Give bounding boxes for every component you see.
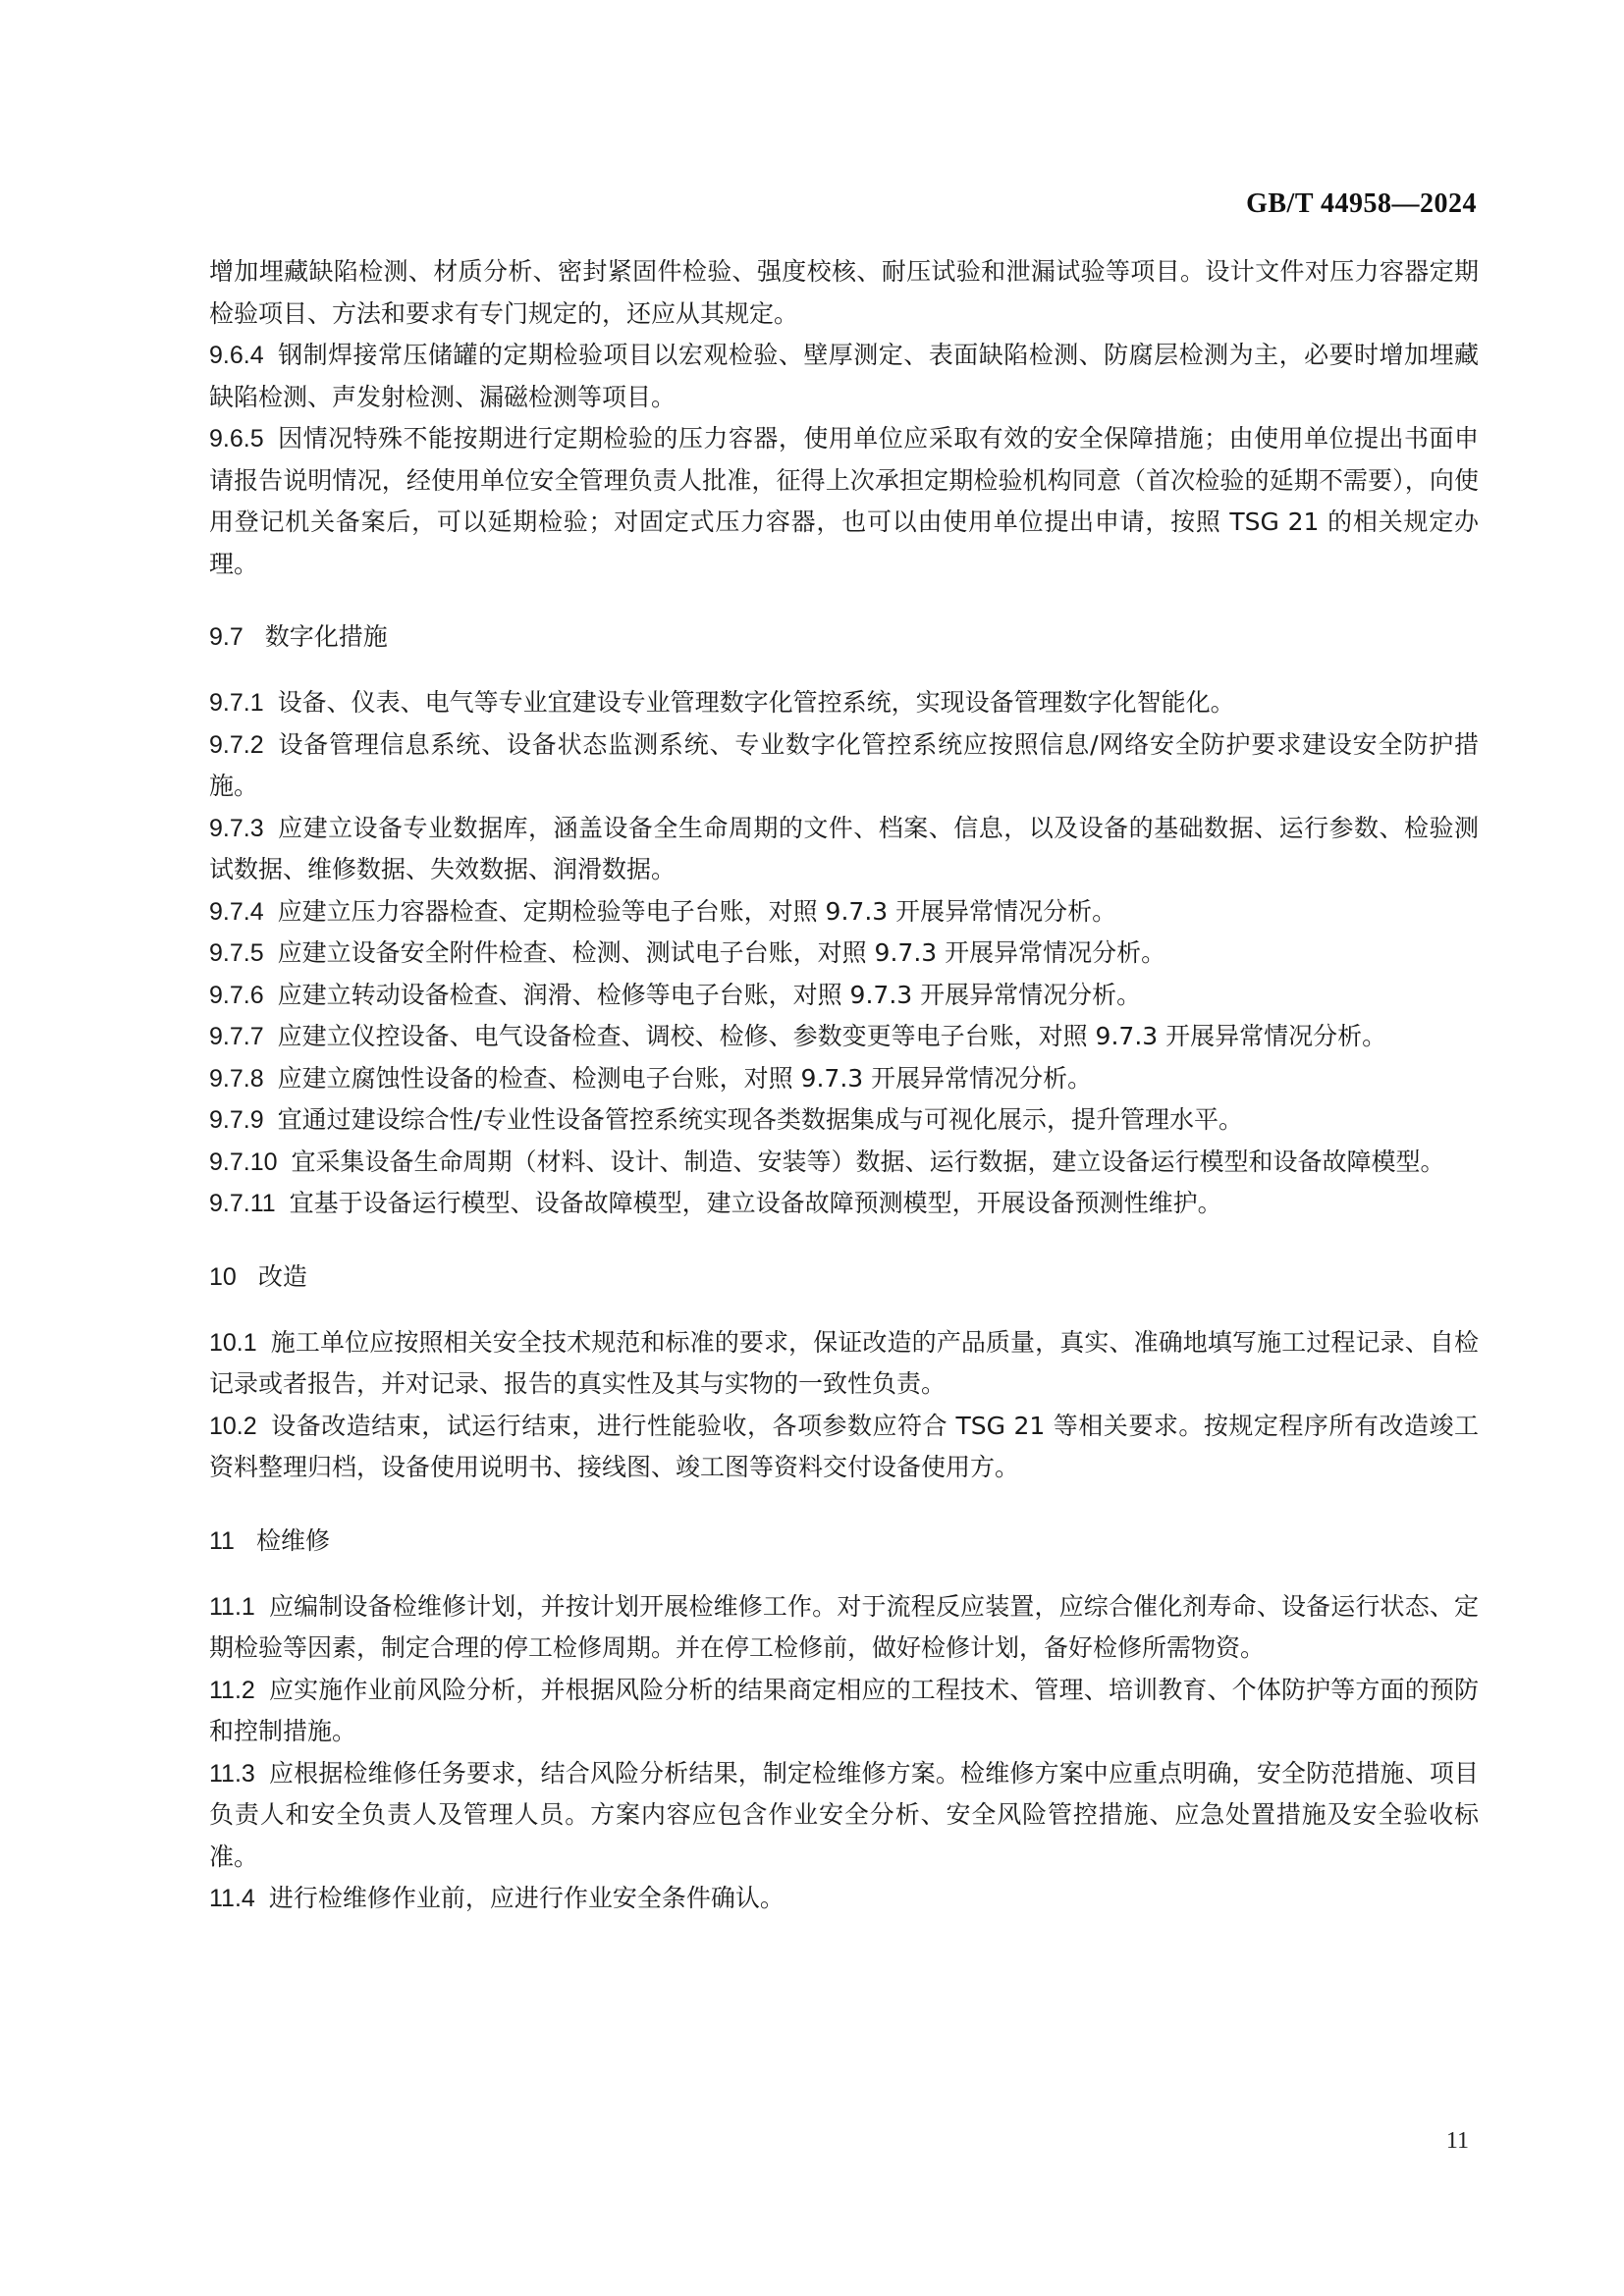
clause-text: 设备管理信息系统、设备状态监测系统、专业数字化管控系统应按照信息/网络安全防护要求建设安全防护措施。	[209, 729, 1479, 800]
clause-text: 宜基于设备运行模型、设备故障模型，建立设备故障预测模型，开展设备预测性维护。	[289, 1189, 1222, 1217]
clause-10-1	[209, 1322, 1479, 1406]
clause-11-4	[209, 1878, 1479, 1920]
clause-9-7-1	[209, 682, 1479, 724]
clause-9-7-10	[209, 1142, 1479, 1184]
clause-number: 10.1	[209, 1328, 257, 1357]
clause-11-2	[209, 1670, 1479, 1753]
clause-number: 11.3	[209, 1759, 255, 1788]
clause-text: 应建立设备专业数据库，涵盖设备全生命周期的文件、档案、信息，以及设备的基础数据、运行参数、检验测试数据、维修数据、失效数据、润滑数据。	[209, 813, 1479, 883]
section-title: 检维修	[255, 1525, 330, 1555]
clause-10-2	[209, 1406, 1479, 1489]
clause-11-3	[209, 1753, 1479, 1879]
section-number: 10	[209, 1262, 237, 1291]
clause-text: 应编制设备检维修计划，并按计划开展检维修工作。对于流程反应装置，应综合催化剂寿命、设备运行状态、定期检验等因素，制定合理的停工检修周期。并在停工检修前，做好检修计划，备好检修所需物资。	[209, 1591, 1479, 1662]
clause-number: 11.4	[209, 1885, 255, 1912]
document-body	[209, 251, 1479, 1920]
clause-text: 进行检维修作业前，应进行作业安全条件确认。	[268, 1884, 785, 1912]
clause-text: 应建立仪控设备、电气设备检查、调校、检修、参数变更等电子台账，对照 9.7.3 开展异常情况分析。	[277, 1022, 1387, 1050]
clause-text: 施工单位应按照相关安全技术规范和标准的要求，保证改造的产品质量，真实、准确地填写施工过程记录、自检记录或者报告，并对记录、报告的真实性及其与实物的一致性负责。	[209, 1327, 1479, 1398]
paragraph-intro	[209, 251, 1479, 335]
clause-text: 应建立压力容器检查、定期检验等电子台账，对照 9.7.3 开展异常情况分析。	[277, 896, 1117, 926]
section-title: 数字化措施	[264, 622, 388, 651]
standard-code: GB/T 44958—2024	[1246, 188, 1477, 219]
clause-text: 应实施作业前风险分析，并根据风险分析的结果商定相应的工程技术、管理、培训教育、个体防护等方面的预防和控制措施。	[209, 1675, 1479, 1745]
clause-9-7-11	[209, 1183, 1479, 1225]
clause-text: 宜采集设备生命周期（材料、设计、制造、安装等）数据、运行数据，建立设备运行模型和设备故障模型。	[291, 1147, 1445, 1176]
section-heading-9-7	[209, 616, 1479, 658]
clause-text: 钢制焊接常压储罐的定期检验项目以宏观检验、壁厚测定、表面缺陷检测、防腐层检测为主，必要时增加埋藏缺陷检测、声发射检测、漏磁检测等项目。	[209, 341, 1479, 411]
clause-number: 9.7.8	[209, 1064, 264, 1093]
clause-text: 宜通过建设综合性/专业性设备管控系统实现各类数据集成与可视化展示，提升管理水平。	[277, 1105, 1244, 1134]
clause-9-7-7	[209, 1016, 1479, 1058]
clause-number: 9.7.2	[209, 730, 264, 759]
clause-9-7-8	[209, 1058, 1479, 1100]
section-number: 9.7	[209, 623, 244, 651]
clause-number: 10.2	[209, 1412, 257, 1440]
clause-text: 设备、仪表、电气等专业宜建设专业管理数字化管控系统，实现设备管理数字化智能化。	[277, 688, 1235, 717]
clause-9-6-5	[209, 418, 1479, 585]
clause-11-1	[209, 1586, 1479, 1670]
clause-text: 因情况特殊不能按期进行定期检验的压力容器，使用单位应采取有效的安全保障措施；由使用单位提出书面申请报告说明情况，经使用单位安全管理负责人批准，征得上次承担定期检验机构同意（首次检验的延期不需要），向使用登记机关备案后，可以延期检验；对固定式压力容器，也可以由使用单位提出申请，按照 TSG 21 的相关规定办理。	[209, 424, 1479, 578]
section-heading-11	[209, 1521, 1479, 1562]
clause-number: 9.7.6	[209, 981, 264, 1009]
clause-text: 应根据检维修任务要求，结合风险分析结果，制定检维修方案。检维修方案中应重点明确，安全防范措施、项目负责人和安全负责人及管理人员。方案内容应包含作业安全分析、安全风险管控措施、应急处置措施及安全验收标准。	[209, 1758, 1479, 1871]
section-title: 改造	[257, 1261, 307, 1291]
clause-number: 9.7.1	[209, 689, 264, 717]
clause-9-7-6	[209, 975, 1479, 1017]
clause-text: 应建立转动设备检查、润滑、检修等电子台账，对照 9.7.3 开展异常情况分析。	[277, 980, 1142, 1009]
clause-number: 11.1	[209, 1592, 255, 1621]
clause-number: 11.2	[209, 1676, 255, 1704]
clause-text: 应建立腐蚀性设备的检查、检测电子台账，对照 9.7.3 开展异常情况分析。	[277, 1063, 1093, 1093]
clause-9-7-9	[209, 1099, 1479, 1142]
paragraph-text: 增加埋藏缺陷检测、材质分析、密封紧固件检验、强度校核、耐压试验和泄漏试验等项目。设计文件对压力容器定期检验项目、方法和要求有专门规定的，还应从其规定。	[209, 257, 1479, 328]
clause-9-7-4	[209, 891, 1479, 934]
clause-9-7-2	[209, 724, 1479, 808]
page-number: 11	[1445, 2128, 1469, 2154]
clause-number: 9.6.5	[209, 425, 264, 453]
clause-number: 9.7.9	[209, 1106, 264, 1134]
clause-number: 9.7.10	[209, 1148, 278, 1176]
clause-text: 应建立设备安全附件检查、检测、测试电子台账，对照 9.7.3 开展异常情况分析。	[277, 938, 1166, 967]
section-heading-10	[209, 1256, 1479, 1298]
clause-9-7-5	[209, 933, 1479, 975]
clause-9-7-3	[209, 808, 1479, 891]
clause-number: 9.6.4	[209, 342, 264, 369]
clause-9-6-4	[209, 335, 1479, 418]
clause-number: 9.7.5	[209, 939, 264, 967]
clause-number: 9.7.3	[209, 814, 264, 842]
clause-number: 9.7.4	[209, 897, 264, 926]
section-number: 11	[209, 1526, 235, 1555]
clause-number: 9.7.7	[209, 1023, 264, 1050]
clause-text: 设备改造结束，试运行结束，进行性能验收，各项参数应符合 TSG 21 等相关要求。按规定程序所有改造竣工资料整理归档，设备使用说明书、接线图、竣工图等资料交付设备使用方。	[209, 1411, 1479, 1481]
clause-number: 9.7.11	[209, 1190, 276, 1217]
